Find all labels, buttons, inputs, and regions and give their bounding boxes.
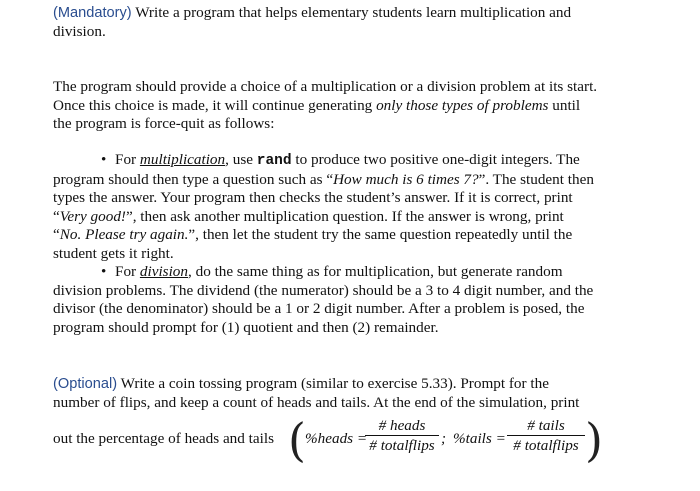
div-line3: divisor (the denominator) should be a 1 or 2 digit number. After a problem is posed, the	[53, 300, 585, 318]
mult-line1	[53, 151, 663, 171]
mult-example-question: How much is 6 times 7?	[333, 170, 479, 188]
div-line1-end: , do the same thing as for multiplication, but generate random	[188, 263, 563, 280]
optional-line3: out the percentage of heads and tails	[53, 430, 274, 447]
mult-line2-end: ”. The student then	[478, 170, 594, 188]
mandatory-title: Write a program that helps elementary students learn multiplication and	[135, 4, 572, 21]
mult-line3: types the answer. Your program then checks the student’s answer. If it is correct, print	[53, 189, 573, 207]
intro-line3: the program is force-quit as follows:	[53, 115, 275, 133]
div-keyword: division	[139, 263, 188, 280]
mult-try-again: No. Please try again.	[59, 226, 189, 244]
percentage-formula-line	[53, 413, 673, 467]
intro-line2	[53, 97, 653, 116]
formula-close-paren: )	[585, 413, 603, 467]
mandatory-heading-line2: division.	[53, 22, 106, 40]
intro-line2-start: Once this choice is made, it will continue generating	[53, 96, 377, 114]
mult-very-good: Very good!	[59, 207, 126, 225]
mult-line6: student gets it right.	[53, 244, 174, 262]
optional-line2: number of flips, and keep a count of heads and tails. At the end of the simulation, print	[53, 393, 580, 411]
mult-quote-open-2: “	[53, 226, 60, 244]
mult-line4	[53, 208, 663, 227]
intro-paragraph	[53, 78, 653, 134]
division-bullet	[53, 263, 663, 337]
tails-denominator: # totalflips	[513, 437, 579, 454]
optional-line1-text: Write a coin tossing program (similar to exercise 5.33). Prompt for the	[120, 375, 549, 392]
intro-line2-end: until	[548, 96, 581, 114]
mandatory-heading-line1	[53, 4, 653, 23]
div-line1	[53, 263, 663, 282]
mult-line1-end: to produce two positive one-digit integers. The	[291, 151, 580, 168]
heads-numerator: # heads	[365, 417, 439, 436]
optional-line1	[53, 375, 653, 394]
heads-lhs: %heads =	[305, 430, 368, 447]
mandatory-tag: (Mandatory)	[53, 5, 132, 21]
formula-separator: ;	[441, 430, 447, 447]
div-line4: program should prompt for (1) quotient and then (2) remainder.	[53, 318, 439, 336]
multiplication-bullet	[53, 151, 663, 264]
heads-fraction	[365, 417, 439, 456]
mult-line5	[53, 226, 663, 245]
tails-fraction	[507, 417, 585, 456]
div-line2: division problems. The dividend (the numerator) should be a 3 to 4 digit number, and the	[53, 281, 594, 299]
tails-numerator: # tails	[507, 417, 585, 436]
formula-open-paren: (	[288, 413, 306, 467]
mult-line2	[53, 171, 663, 190]
mult-line5-end: ”, then let the student try the same question repeatedly until the	[188, 226, 573, 244]
mult-for: For	[115, 151, 140, 168]
mandatory-heading	[53, 4, 653, 41]
mult-keyword: multiplication	[139, 151, 226, 168]
tails-lhs: %tails =	[453, 430, 506, 447]
mult-quote-open: “	[53, 207, 60, 225]
bullet-icon: •	[101, 263, 107, 280]
mult-line4-end: ”, then ask another multiplication question. If the answer is wrong, print	[125, 207, 564, 225]
optional-tag: (Optional)	[53, 376, 118, 392]
optional-section	[53, 375, 653, 412]
intro-emphasis: only those types of problems	[376, 96, 549, 114]
rand-code: rand	[256, 153, 292, 169]
heads-denominator: # totalflips	[369, 437, 435, 454]
bullet-icon: •	[101, 151, 107, 168]
mult-line2-start: program should then type a question such as “	[53, 170, 334, 188]
div-for: For	[115, 263, 140, 280]
mult-use: , use	[225, 151, 257, 168]
intro-line1: The program should provide a choice of a multiplication or a division problem at its start.	[53, 78, 598, 95]
